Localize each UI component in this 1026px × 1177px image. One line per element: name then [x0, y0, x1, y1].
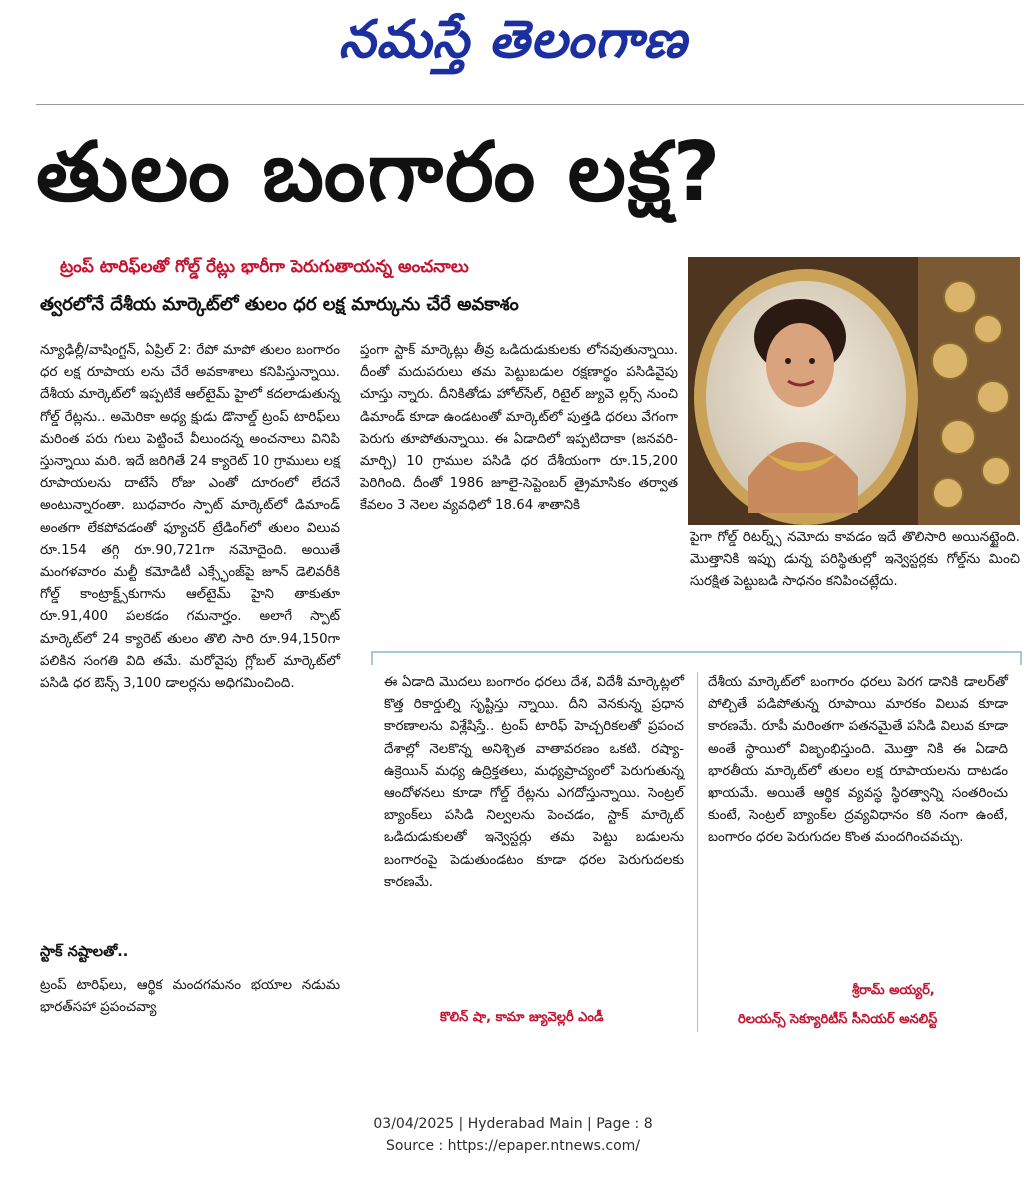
quote-2-attribution-name: శ్రీరామ్ అయ్యర్,	[852, 983, 935, 998]
quote-2-attribution-role: రిలయన్స్ సెక్యూరిటీస్ సీనియర్ అనలిస్ట్	[738, 1012, 938, 1027]
expert-quote-2	[708, 672, 1008, 850]
article-paragraph: పైగా గోల్డ్ రిటర్న్స్ నమోదు కావడం ఇదే తొలిసారి అయినట్టైంది. మొత్తానికి ఇప్పు డున్న పరిస్థితుల్లో ఇన్వెస్టర్లకు గోల్డ్‌ను మించి సురక్షిత పెట్టుబడి సాధనం కనిపించట్లేదు.	[690, 530, 1020, 590]
quote-text: ఈ ఏడాది మొదలు బంగారం ధరలు దేశ, విదేశీ మార్కెట్లలో కొత్త రికార్డుల్ని సృష్టిస్తు న్నాయి. దీని వెనకున్న ప్రధాన కారణాలను విశ్లేషిస్తే.. ట్రంప్ టారిఫ్ హెచ్చరికలతో ప్రపంచ దేశాల్లో నెలకొన్న అనిశ్చిత వాతావరణం ఒకటి. రష్యా-ఉక్రెయిన్ మధ్య ఉద్రిక్తతలు, మధ్యప్రాచ్యంలో పెరుగుతున్న ఆందోళనలు కూడా గోల్డ్ రేట్లను ఎగదోస్తున్నాయి. సెంట్రల్ బ్యాంక్‌లు పసిడి నిల్వలను పెంచడం, స్టాక్ మార్కెట్ ఒడిదుడుకులతో ఇన్వెస్టర్లు తమ పెట్టు బడులను బంగారంపై పెడుతుండటం కూడా ధరల పెరుగుదలకు కారణమే.	[384, 675, 684, 890]
article-paragraph: ప్తంగా స్టాక్ మార్కెట్లు తీవ్ర ఒడిదుడుకులకు లోనవుతున్నాయి. దీంతో మదుపరులు తమ పెట్టుబడుల రక్షణార్థం పసిడివైపు చూస్తు న్నారు. దీనికితోడు హోల్‌సేల్, రిటైల్ జ్యువె ల్లర్స్ నుంచి డిమాండ్ కూడా ఉండటంతో మార్కెట్‌లో పుత్తడి ధరలు వేగంగా పెరుగు తూపోతున్నాయి. ఈ ఏడాదిలో ఇప్పటిదాకా (జనవరి-మార్చి) 10 గ్రాముల పసిడి ధర దేశీయంగా రూ.15,200 పెరిగింది. దీంతో 1986 జూలై-సెప్టెంబర్ త్రైమాసికం తర్వాత కేవలం 3 నెలల వ్యవధిలో 18.64 శాతానికి	[360, 343, 678, 514]
article-column-1-continued	[40, 975, 340, 1019]
photo-illustration	[688, 257, 1020, 525]
masthead-logo-text: నమస్తే తెలంగాణ	[338, 10, 688, 70]
article-column-3	[690, 527, 1020, 594]
footer-source: Source : https://epaper.ntnews.com/	[385, 1138, 641, 1154]
footer-edition-info: 03/04/2025 | Hyderabad Main | Page : 8	[373, 1116, 653, 1132]
quote-text: దేశీయ మార్కెట్‌లో బంగారం ధరలు పెరగ డానికి డాలర్‌తో పోల్చితే పడిపోతున్న రూపాయి మారకం విలువ కూడా కారణమే. రూపీ మరింతగా పతనమైతే పసిడి విలువ కూడా అంతే స్థాయిలో విజృంభిస్తుంది. మొత్తా నికి ఈ ఏడాది భారతీయ మార్కెట్‌లో తులం లక్ష రూపాయలను దాటడం ఖాయమే. అయితే ఆర్థిక వ్యవస్థ స్థిరత్వాన్ని సంతరించు కుంటే, సెంట్రల్ బ్యాంక్‌ల ద్రవ్యవిధానం కఠి నంగా ఉంటే, బంగారం ధరల పెరుగుదల కొంత మందగించవచ్చు.	[708, 675, 1008, 846]
masthead	[0, 6, 1026, 78]
expert-quote-1	[384, 672, 684, 894]
article-paragraph: ట్రంప్ టారిఫ్‌లు, ఆర్థిక మందగమనం భయాల నడుమ భారత్‌సహా ప్రపంచవ్యా	[40, 978, 340, 1016]
headline: తులం బంగారం లక్ష?	[36, 125, 723, 220]
article-paragraph: న్యూఢిల్లీ/వాషింగ్టన్, ఏప్రిల్ 2: రేపో మాపో తులం బంగారం ధర లక్ష రూపాయ లను చేరే అవకాశాలు కనిపిస్తున్నాయి. దేశీయ మార్కెట్‌లో ఇప్పటికే ఆల్‌టైమ్ హైలో కదలాడుతున్న గోల్డ్ రేట్లను.. అమెరికా అధ్య క్షుడు డొనాల్డ్ ట్రంప్ టారిఫ్‌లు మరింత పరు గులు పెట్టించే వీలుందన్న అంచనాలు వినిపి స్తున్నాయి మరి. ఇదే జరిగితే 24 క్యారెట్ 10 గ్రాములు లక్ష రూపాయలను దాటేసే రోజు ఎంతో దూరంలో లేదనే అంటున్నారంతా. బుధవారం స్పాట్ మార్కెట్‌లో డిమాండ్ అంతగా లేకపోవడంతో ఫ్యూచర్ ట్రేడింగ్‌లో తులం విలువ రూ.154 తగ్గి రూ.90,721గా నమోదైంది. అయితే మంగళవారం మల్టీ కమోడిటీ ఎక్స్ఛేంజ్‌పై జూన్ డెలివరీకి గోల్డ్ కాంట్రాక్ట్స్‌కుగాను ఆల్‌టైమ్ హైని తాకుతూ రూ.91,400 పలకడం గమనార్హం. అలాగే స్పాట్ మార్కెట్‌లో 24 క్యారెట్ తులం తొలి సారి రూ.94,150గా పలికిన సంగతి విది తమే. మరోవైపు గ్లోబల్ మార్కెట్‌లో పసిడి ధర ఔన్స్ 3,100 డాలర్లను అధిగమించింది.	[40, 343, 340, 692]
section-heading: స్టాక్ నష్టాలతో..	[40, 944, 129, 960]
quote-box-top-rule	[371, 651, 1022, 653]
article-column-2	[360, 340, 678, 518]
quote-1-attribution: కొలిన్ షా, కామా జ్యువెల్లరీ ఎండీ	[440, 1010, 604, 1025]
subheadline: త్వరలోనే దేశీయ మార్కెట్‌లో తులం ధర లక్ష మార్కును చేరే అవకాశం	[40, 294, 519, 315]
masthead-divider	[36, 104, 1024, 105]
quote-box-right-rule	[1020, 651, 1022, 665]
article-column-1	[40, 340, 340, 695]
article-photo	[688, 257, 1020, 525]
kicker: ట్రంప్ టారిఫ్‌లతో గోల్డ్ రేట్లు భారీగా పెరుగుతాయన్న అంచనాలు	[60, 257, 469, 277]
quote-box-left-rule	[371, 651, 373, 665]
quote-divider	[697, 672, 698, 1032]
